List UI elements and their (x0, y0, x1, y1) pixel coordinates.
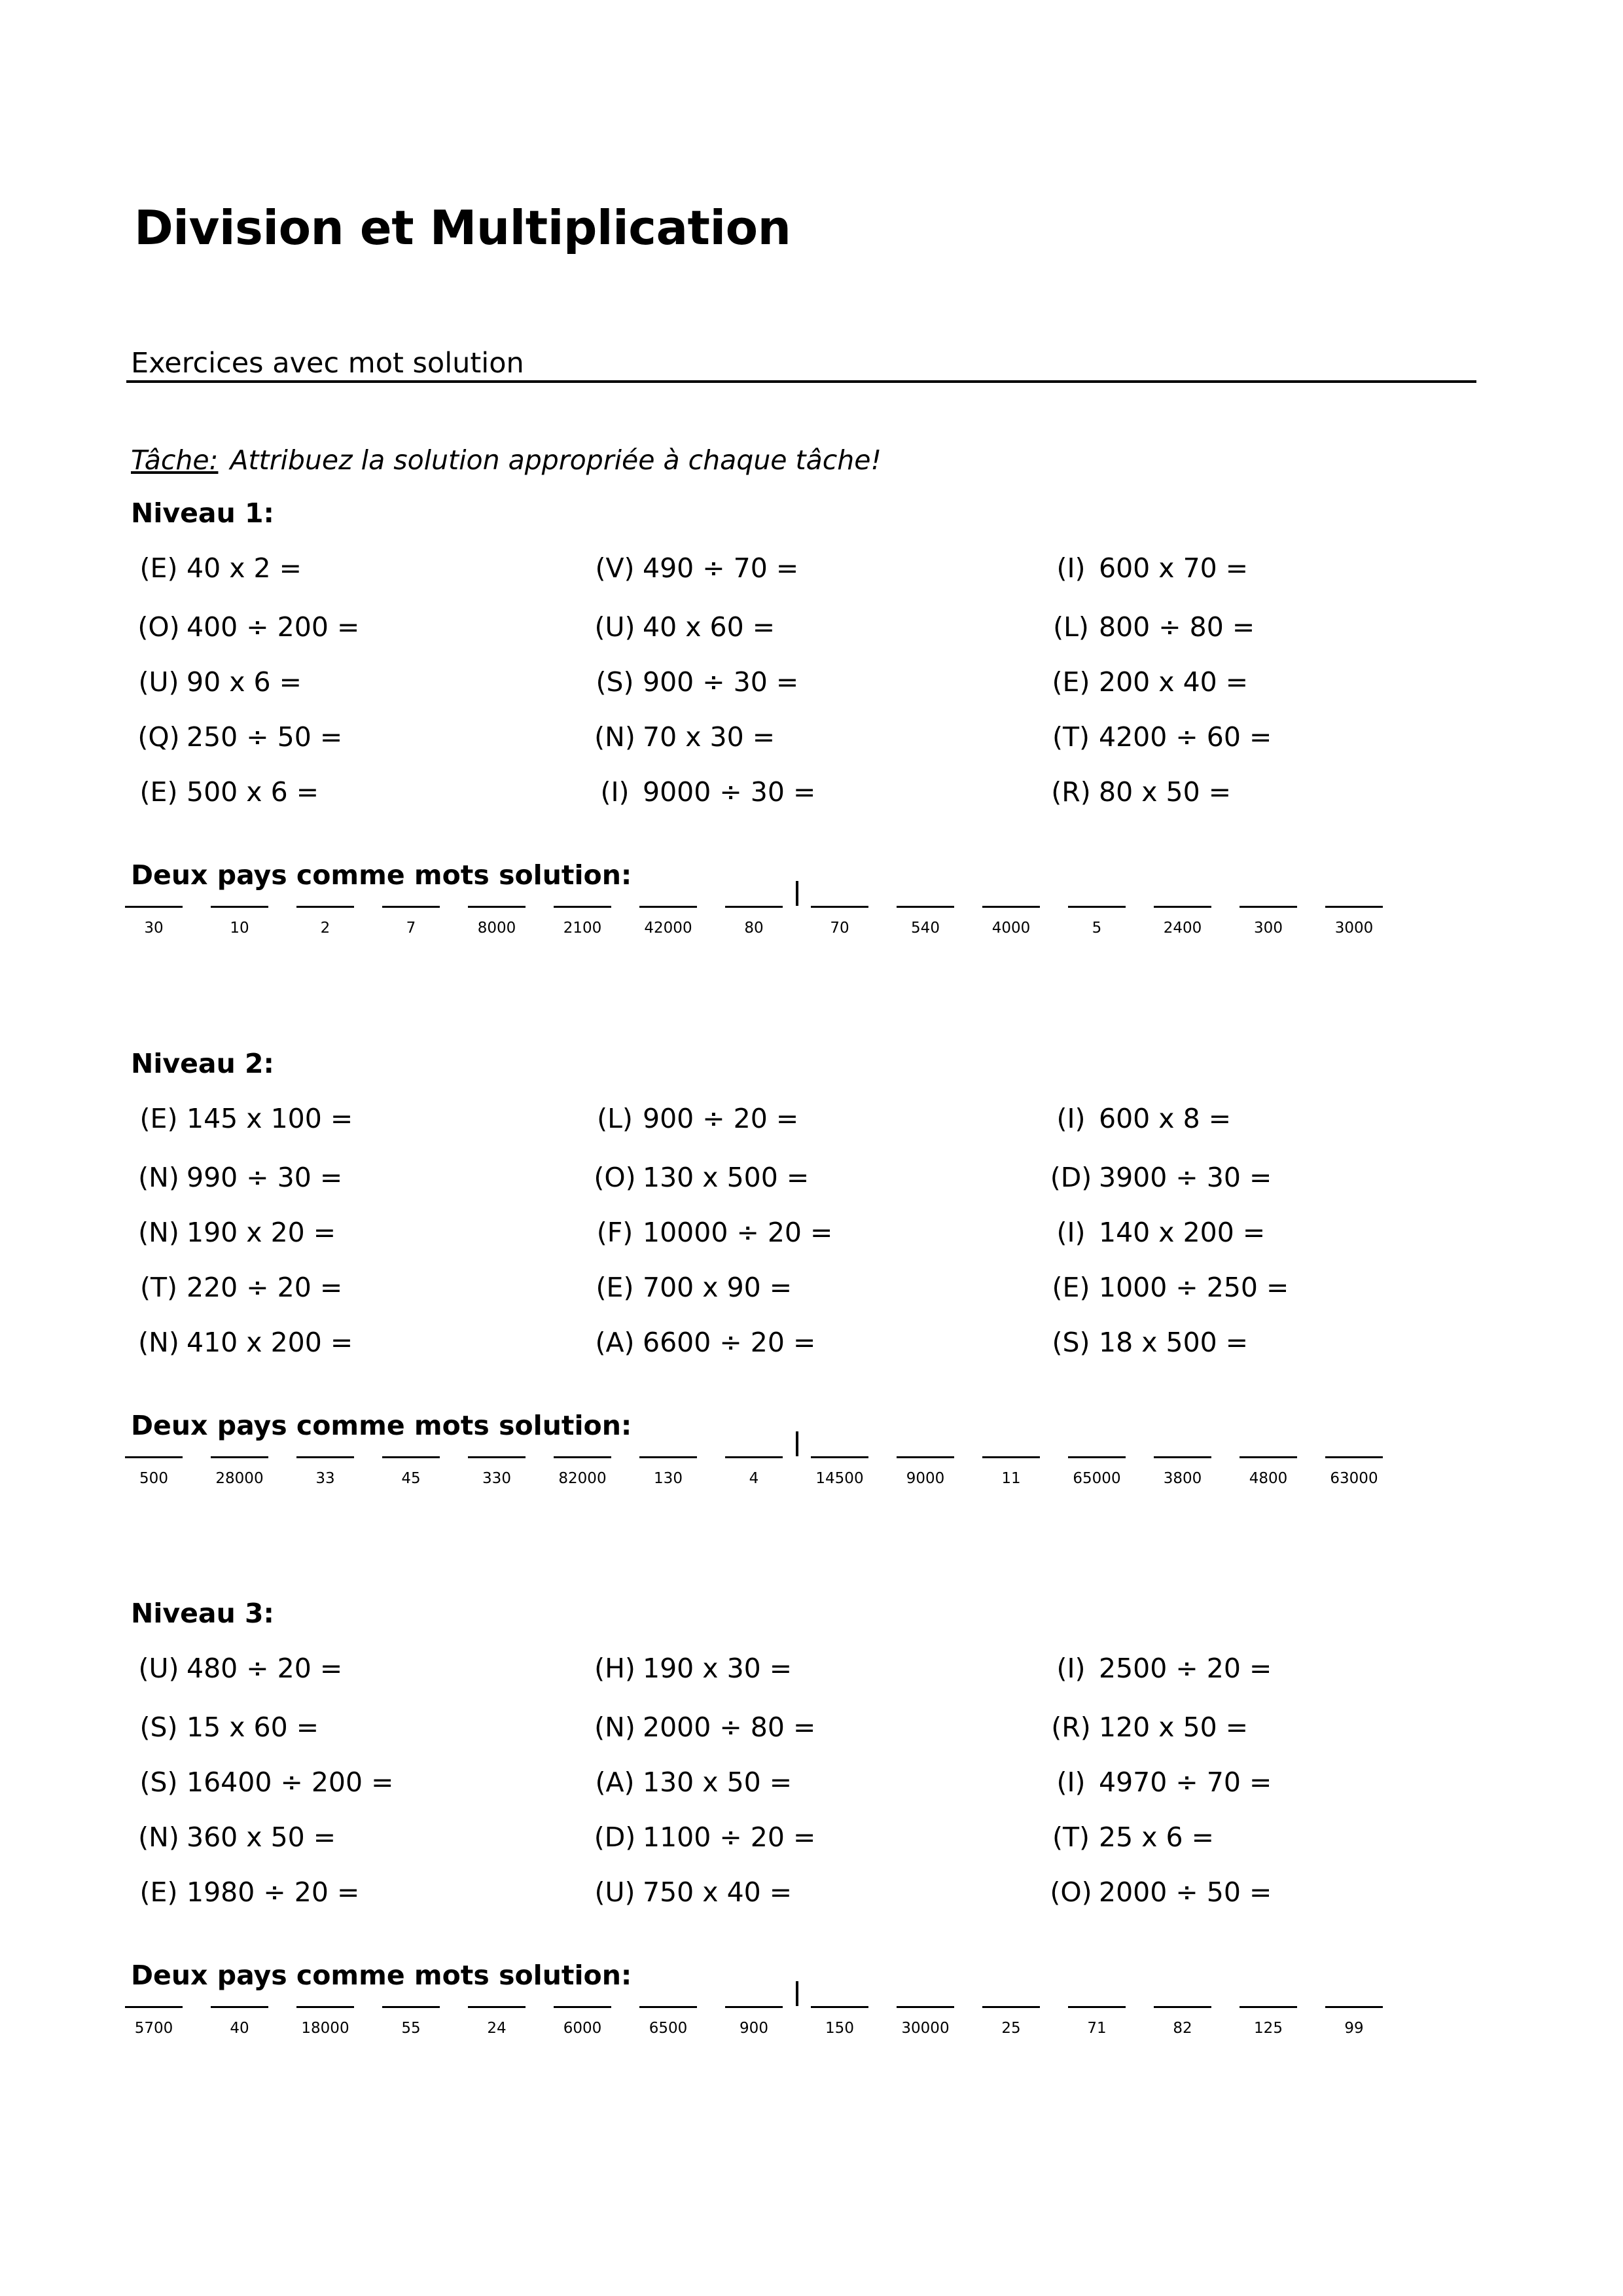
exercise-item (587, 1712, 815, 1743)
exercise-letter: (T) (1052, 1821, 1090, 1853)
answer-blank[interactable] (554, 1456, 611, 1458)
exercise-expression: 2500 ÷ 20 = (1099, 1653, 1272, 1684)
exercise-expression: 190 x 30 = (643, 1653, 793, 1684)
answer-blank[interactable] (897, 1456, 954, 1458)
solution-number: 6000 (563, 2020, 602, 2037)
exercise-letter: (I) (600, 776, 630, 808)
exercise-letter: (E) (1052, 666, 1090, 698)
solution-number: 24 (487, 2020, 507, 2037)
exercise-expression: 130 x 500 = (643, 1162, 810, 1193)
answer-blank[interactable] (639, 1456, 697, 1458)
exercise-item (587, 1653, 792, 1684)
exercise-letter: (A) (595, 1327, 635, 1358)
answer-blank[interactable] (897, 2006, 954, 2008)
answer-blank[interactable] (382, 906, 440, 908)
exercise-expression: 9000 ÷ 30 = (643, 776, 816, 808)
solution-number: 11 (1001, 1470, 1021, 1487)
exercise-item (131, 552, 302, 584)
solution-number: 82000 (558, 1470, 607, 1487)
exercise-letter: (E) (596, 1272, 634, 1303)
exercise-letter: (V) (595, 552, 635, 584)
solution-number: 130 (654, 1470, 683, 1487)
exercise-expression: 1000 ÷ 250 = (1099, 1272, 1289, 1303)
answer-blank[interactable] (382, 2006, 440, 2008)
solution-number: 500 (139, 1470, 168, 1487)
answer-blank[interactable] (1325, 906, 1383, 908)
exercise-item (1043, 552, 1248, 584)
solution-number: 3000 (1334, 920, 1374, 937)
solution-number: 28000 (215, 1470, 264, 1487)
exercise-item (1043, 611, 1255, 643)
exercise-letter: (I) (1056, 552, 1086, 584)
exercise-expression: 480 ÷ 20 = (187, 1653, 343, 1684)
exercise-item (587, 1162, 809, 1193)
task-text: Attribuez la solution appropriée à chaque tâche! (230, 444, 882, 476)
solution-number: 45 (401, 1470, 421, 1487)
exercise-expression: 2000 ÷ 80 = (643, 1712, 816, 1743)
exercise-letter: (O) (594, 1162, 636, 1193)
exercise-letter: (R) (1051, 1712, 1091, 1743)
solution-number: 14500 (815, 1470, 864, 1487)
exercise-expression: 18 x 500 = (1099, 1327, 1249, 1358)
exercise-expression: 1100 ÷ 20 = (643, 1821, 816, 1853)
answer-blank[interactable] (296, 1456, 354, 1458)
answer-blank[interactable] (1240, 906, 1297, 908)
answer-blank[interactable] (211, 2006, 268, 2008)
solution-number: 4800 (1249, 1470, 1288, 1487)
solution-number: 900 (740, 2020, 768, 2037)
exercise-expression: 600 x 8 = (1099, 1103, 1232, 1134)
answer-blank[interactable] (554, 906, 611, 908)
solution-number: 125 (1254, 2020, 1283, 2037)
answer-blank[interactable] (125, 906, 183, 908)
answer-blank[interactable] (982, 1456, 1040, 1458)
exercise-item (131, 1327, 353, 1358)
exercise-item (131, 1821, 336, 1853)
exercise-item (131, 1876, 359, 1908)
answer-blank[interactable] (296, 906, 354, 908)
answer-blank[interactable] (1325, 2006, 1383, 2008)
solution-number: 330 (482, 1470, 511, 1487)
solution-number: 7 (406, 920, 416, 937)
exercise-item (1043, 721, 1272, 753)
exercise-letter: (N) (138, 1217, 179, 1248)
solution-number: 150 (825, 2020, 854, 2037)
word-separator (796, 1981, 798, 2006)
solution-number: 8000 (477, 920, 516, 937)
exercise-item (1043, 1327, 1248, 1358)
exercise-item (131, 776, 319, 808)
exercise-letter: (R) (1051, 776, 1091, 808)
answer-blank[interactable] (125, 2006, 183, 2008)
exercise-letter: (N) (594, 721, 635, 753)
answer-blank[interactable] (982, 2006, 1040, 2008)
solution-number: 71 (1087, 2020, 1107, 2037)
exercise-item (1043, 666, 1248, 698)
answer-blank[interactable] (897, 906, 954, 908)
solution-number: 300 (1254, 920, 1283, 937)
solution-heading: Deux pays comme mots solution: (131, 1960, 632, 1991)
exercise-letter: (D) (1050, 1162, 1092, 1193)
answer-blank[interactable] (468, 906, 526, 908)
page-title: Division et Multiplication (134, 200, 791, 255)
solution-number: 25 (1001, 2020, 1021, 2037)
exercise-item (1043, 1103, 1231, 1134)
solution-number: 2400 (1163, 920, 1202, 937)
solution-number: 80 (744, 920, 764, 937)
exercise-letter: (E) (139, 1876, 178, 1908)
exercise-letter: (I) (1056, 1103, 1086, 1134)
exercise-expression: 1980 ÷ 20 = (187, 1876, 360, 1908)
word-separator (796, 1431, 798, 1456)
answer-blank[interactable] (1068, 906, 1126, 908)
exercise-expression: 3900 ÷ 30 = (1099, 1162, 1272, 1193)
exercise-letter: (F) (596, 1217, 633, 1248)
exercise-letter: (I) (1056, 1767, 1086, 1798)
solution-number: 55 (401, 2020, 421, 2037)
exercise-expression: 360 x 50 = (187, 1821, 336, 1853)
exercise-letter: (S) (139, 1767, 178, 1798)
exercise-expression: 6600 ÷ 20 = (643, 1327, 816, 1358)
exercise-letter: (S) (1052, 1327, 1090, 1358)
exercise-letter: (U) (594, 1876, 635, 1908)
exercise-expression: 145 x 100 = (187, 1103, 353, 1134)
solution-number: 82 (1173, 2020, 1192, 2037)
answer-blank[interactable] (1325, 1456, 1383, 1458)
exercise-letter: (H) (594, 1653, 635, 1684)
exercise-expression: 800 ÷ 80 = (1099, 611, 1255, 643)
exercise-letter: (I) (1056, 1653, 1086, 1684)
exercise-item (131, 721, 342, 753)
answer-blank[interactable] (811, 1456, 868, 1458)
exercise-letter: (A) (595, 1767, 635, 1798)
exercise-item (131, 1217, 336, 1248)
solution-number: 99 (1344, 2020, 1364, 2037)
solution-number: 33 (315, 1470, 335, 1487)
exercise-letter: (N) (594, 1712, 635, 1743)
exercise-item (587, 1327, 815, 1358)
exercise-expression: 120 x 50 = (1099, 1712, 1249, 1743)
exercise-item (131, 611, 359, 643)
exercise-item (131, 1653, 342, 1684)
answer-blank[interactable] (382, 1456, 440, 1458)
answer-blank[interactable] (1154, 1456, 1211, 1458)
exercise-expression: 80 x 50 = (1099, 776, 1232, 808)
exercise-item (587, 1272, 792, 1303)
exercise-expression: 4200 ÷ 60 = (1099, 721, 1272, 753)
solution-number: 5 (1092, 920, 1102, 937)
solution-number: 42000 (644, 920, 692, 937)
exercise-letter: (L) (597, 1103, 633, 1134)
solution-number: 4000 (991, 920, 1031, 937)
exercise-letter: (U) (138, 666, 179, 698)
exercise-expression: 900 ÷ 20 = (643, 1103, 799, 1134)
exercise-expression: 220 ÷ 20 = (187, 1272, 343, 1303)
answer-blank[interactable] (639, 906, 697, 908)
solution-heading: Deux pays comme mots solution: (131, 859, 632, 891)
solution-number: 18000 (301, 2020, 349, 2037)
solution-number: 9000 (906, 1470, 945, 1487)
exercise-item (131, 1162, 342, 1193)
exercise-item (587, 1821, 815, 1853)
solution-number: 4 (749, 1470, 759, 1487)
answer-blank[interactable] (554, 2006, 611, 2008)
solution-number: 63000 (1330, 1470, 1378, 1487)
exercise-item (587, 552, 798, 584)
solution-number: 540 (911, 920, 940, 937)
exercise-item (587, 1767, 792, 1798)
exercise-letter: (N) (138, 1327, 179, 1358)
solution-number: 3800 (1163, 1470, 1202, 1487)
level-title: Niveau 2: (131, 1048, 274, 1079)
answer-blank[interactable] (982, 906, 1040, 908)
exercise-expression: 250 ÷ 50 = (187, 721, 343, 753)
exercise-letter: (O) (137, 611, 180, 643)
page-subtitle: Exercices avec mot solution (131, 347, 524, 380)
exercise-expression: 750 x 40 = (643, 1876, 793, 1908)
exercise-item (587, 721, 775, 753)
exercise-expression: 900 ÷ 30 = (643, 666, 799, 698)
exercise-expression: 2000 ÷ 50 = (1099, 1876, 1272, 1908)
exercise-item (587, 1217, 832, 1248)
exercise-letter: (I) (1056, 1217, 1086, 1248)
exercise-item (1043, 1821, 1214, 1853)
exercise-letter: (E) (139, 1103, 178, 1134)
answer-blank[interactable] (639, 2006, 697, 2008)
exercise-letter: (U) (138, 1653, 179, 1684)
solution-number: 2100 (563, 920, 602, 937)
exercise-item (1043, 1712, 1248, 1743)
exercise-item (587, 1103, 798, 1134)
answer-blank[interactable] (1068, 2006, 1126, 2008)
exercise-expression: 500 x 6 = (187, 776, 319, 808)
exercise-expression: 990 ÷ 30 = (187, 1162, 343, 1193)
exercise-item (1043, 1272, 1289, 1303)
exercise-letter: (Q) (137, 721, 180, 753)
exercise-letter: (N) (138, 1821, 179, 1853)
level-title: Niveau 3: (131, 1598, 274, 1629)
exercise-expression: 40 x 2 = (187, 552, 302, 584)
exercise-letter: (U) (594, 611, 635, 643)
level-title: Niveau 1: (131, 497, 274, 529)
exercise-item (131, 1103, 353, 1134)
exercise-letter: (S) (596, 666, 634, 698)
exercise-letter: (S) (139, 1712, 178, 1743)
exercise-item (1043, 1876, 1272, 1908)
exercise-letter: (E) (139, 776, 178, 808)
answer-blank[interactable] (1240, 2006, 1297, 2008)
solution-number: 2 (320, 920, 330, 937)
answer-blank[interactable] (1068, 1456, 1126, 1458)
exercise-item (1043, 1767, 1272, 1798)
task-label: Tâche: (131, 444, 219, 476)
exercise-expression: 15 x 60 = (187, 1712, 319, 1743)
exercise-item (131, 1272, 342, 1303)
exercise-letter: (T) (139, 1272, 178, 1303)
task-instruction (131, 444, 882, 476)
exercise-item (587, 666, 798, 698)
exercise-letter: (O) (1050, 1876, 1092, 1908)
exercise-expression: 130 x 50 = (643, 1767, 793, 1798)
exercise-letter: (E) (139, 552, 178, 584)
exercise-expression: 4970 ÷ 70 = (1099, 1767, 1272, 1798)
exercise-expression: 410 x 200 = (187, 1327, 353, 1358)
exercise-item (587, 1876, 792, 1908)
exercise-expression: 25 x 6 = (1099, 1821, 1214, 1853)
exercise-expression: 600 x 70 = (1099, 552, 1249, 584)
answer-blank[interactable] (725, 906, 783, 908)
exercise-item (1043, 1653, 1272, 1684)
exercise-expression: 400 ÷ 200 = (187, 611, 360, 643)
answer-blank[interactable] (811, 2006, 868, 2008)
exercise-expression: 200 x 40 = (1099, 666, 1249, 698)
exercise-expression: 90 x 6 = (187, 666, 302, 698)
answer-blank[interactable] (211, 906, 268, 908)
answer-blank[interactable] (725, 1456, 783, 1458)
solution-number: 6500 (649, 2020, 688, 2037)
exercise-expression: 190 x 20 = (187, 1217, 336, 1248)
exercise-item (131, 1767, 394, 1798)
answer-blank[interactable] (296, 2006, 354, 2008)
exercise-expression: 700 x 90 = (643, 1272, 793, 1303)
subtitle-divider (126, 380, 1476, 383)
exercise-item (587, 776, 815, 808)
answer-blank[interactable] (211, 1456, 268, 1458)
solution-heading: Deux pays comme mots solution: (131, 1410, 632, 1441)
exercise-expression: 70 x 30 = (643, 721, 776, 753)
solution-number: 30 (144, 920, 164, 937)
answer-blank[interactable] (125, 1456, 183, 1458)
solution-number: 40 (230, 2020, 249, 2037)
solution-number: 65000 (1073, 1470, 1121, 1487)
exercise-letter: (D) (594, 1821, 636, 1853)
solution-number: 70 (830, 920, 849, 937)
exercise-item (1043, 776, 1231, 808)
word-separator (796, 881, 798, 906)
answer-blank[interactable] (1154, 906, 1211, 908)
answer-blank[interactable] (811, 906, 868, 908)
answer-blank[interactable] (725, 2006, 783, 2008)
exercise-expression: 40 x 60 = (643, 611, 776, 643)
solution-number: 5700 (134, 2020, 173, 2037)
exercise-item (587, 611, 775, 643)
answer-blank[interactable] (1154, 2006, 1211, 2008)
answer-blank[interactable] (468, 1456, 526, 1458)
exercise-expression: 140 x 200 = (1099, 1217, 1266, 1248)
exercise-letter: (L) (1053, 611, 1089, 643)
exercise-expression: 490 ÷ 70 = (643, 552, 799, 584)
exercise-expression: 16400 ÷ 200 = (187, 1767, 394, 1798)
solution-number: 30000 (901, 2020, 950, 2037)
exercise-item (131, 1712, 319, 1743)
solution-number: 10 (230, 920, 249, 937)
answer-blank[interactable] (1240, 1456, 1297, 1458)
answer-blank[interactable] (468, 2006, 526, 2008)
exercise-letter: (T) (1052, 721, 1090, 753)
exercise-item (1043, 1217, 1265, 1248)
exercise-letter: (E) (1052, 1272, 1090, 1303)
exercise-item (1043, 1162, 1272, 1193)
exercise-letter: (N) (138, 1162, 179, 1193)
exercise-item (131, 666, 302, 698)
exercise-expression: 10000 ÷ 20 = (643, 1217, 833, 1248)
